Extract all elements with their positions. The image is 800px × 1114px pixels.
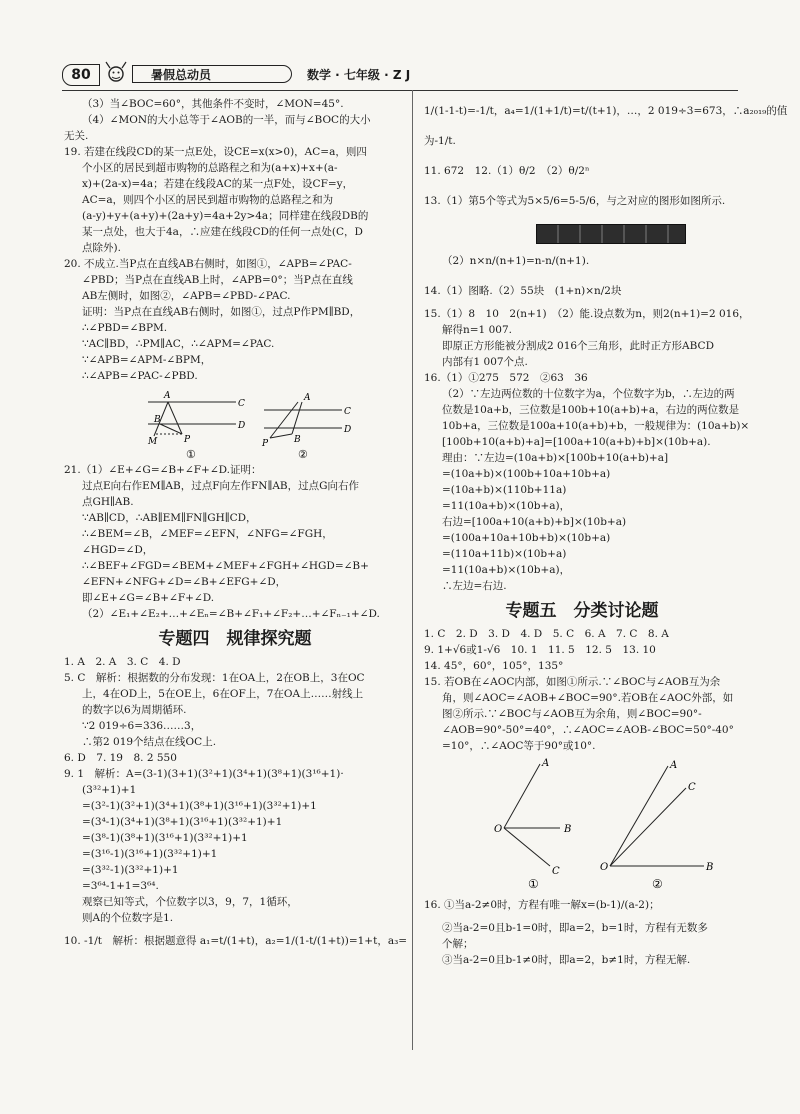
text-line: =11(10a+b)×(10b+a)，: [442, 564, 571, 576]
text-line: 角，则∠AOC=∠AOB+∠BOC=90°.若OB在∠AOC外部，如: [442, 692, 734, 704]
text-line: ∵AB∥CD，∴AB∥EM∥FN∥GH∥CD，: [82, 512, 257, 524]
text-line: x)+(2a-x)=4a；若建在线段AC的某一点F处，设CF=y，: [82, 178, 354, 190]
figure-1-caption: ①: [186, 448, 196, 461]
figure-15-2-caption: ②: [652, 877, 663, 891]
label-D: D: [344, 425, 352, 435]
figure-q15: [424, 754, 740, 890]
right-column: [424, 96, 788, 968]
text-line: （2）n×n/(n+1)=n-n/(n+1).: [442, 255, 590, 267]
text-line: 无关.: [64, 130, 89, 142]
text-line: (3³²+1)+1: [82, 784, 137, 796]
text-line: ∠PBD；当P点在直线AB上时，∠APB=0°；当P点在直线: [82, 274, 353, 286]
text-line: 6. D 7. 19 8. 2 550: [64, 752, 177, 764]
text-line: ∵AC∥BD，∴PM∥AC，∴∠APM=∠PAC.: [82, 338, 275, 350]
figure-q20: [64, 384, 406, 462]
text-line: =(10a+b)×(110b+11a): [442, 484, 567, 496]
text-line: 10b+a，三位数是100a+10(a+b)+b，一般规律为：(10a+b)×: [442, 420, 750, 432]
text-line: 解得n=1 007.: [442, 324, 512, 336]
page-header: [62, 64, 442, 86]
text-line: =(3³²-1)(3³²+1)+1: [82, 864, 179, 876]
label-B: B: [154, 415, 161, 425]
text-line: 13.（1）第5个等式为5×5/6=5-5/6，与之对应的图形如图所示.: [424, 195, 726, 207]
text-line: 16.（1）①275 572 ②63 36: [424, 372, 588, 384]
section-5-title: 专题五 分类讨论题: [505, 601, 659, 621]
label-O: O: [600, 862, 609, 873]
text-line: ∴第2 019个结点在线OC上.: [82, 736, 217, 748]
text-line: 过点E向右作EM∥AB，过点F向左作FN∥AB，过点G向右作: [82, 480, 360, 492]
figure-1: [147, 391, 245, 461]
text-line: 10. -1/t 解析：根据题意得 a₁=t/(1+t)，a₂=1/(1-t/(1+t))=1+t，a₃=: [64, 935, 408, 947]
text-line: 上，4在OD上，5在OE上，6在OF上，7在OA上……射线上: [82, 688, 364, 700]
text-line: 即∠E+∠G=∠B+∠F+∠D.: [82, 592, 215, 604]
column-divider: [412, 90, 413, 1050]
section-4-title: 专题四 规律探究题: [158, 629, 312, 649]
text-line: （2）∠E₁+∠E₂+…+∠Eₙ=∠B+∠F₁+∠F₂+…+∠Fₙ₋₁+∠D.: [82, 608, 380, 620]
text-line: 理由：∵左边=(10a+b)×[100b+10(a+b)+a]: [442, 452, 669, 464]
figure-15-1-caption: ①: [528, 877, 539, 891]
mascot-icon: [102, 60, 130, 86]
figure-2: [261, 393, 351, 461]
label-C: C: [552, 866, 560, 877]
text-line: 个解；: [442, 938, 474, 950]
label-A: A: [304, 393, 311, 403]
text-line: ∴∠APB=∠PAC-∠PBD.: [82, 370, 198, 382]
text-line: ∴∠BEM=∠B，∠MEF=∠EFN，∠NFG=∠FGH，: [82, 528, 333, 540]
text-line: 证明：当P点在直线AB右侧时，如图①，过点P作PM∥BD，: [82, 306, 361, 318]
label-M: M: [148, 437, 158, 447]
text-line: 某一点处，也大于4a，∴应建在线段CD的任何一点处(C，D: [82, 226, 363, 238]
text-line: （2）∵左边两位数的十位数字为a，个位数字为b，∴左边的两: [442, 388, 735, 400]
text-line: =11(10a+b)×(10b+a)，: [442, 500, 571, 512]
text-line: 15. 若OB在∠AOC内部，如图①所示.∵∠BOC与∠AOB互为余: [424, 676, 721, 688]
text-line: =(10a+b)×(100b+10a+10b+a): [442, 468, 611, 480]
figure-2-caption: ②: [298, 448, 308, 461]
text-line: 1/(1-1-t)=-1/t，a₄=1/(1+1/t)=t/(t+1)，…，2 019÷3=673，∴a₂₀₁₉的值: [424, 105, 788, 117]
text-line: [100b+10(a+b)+a]=[100a+10(a+b)+b]×(10b+a).: [442, 436, 711, 448]
text-line: =10°，∴∠AOC等于90°或10°.: [442, 740, 596, 752]
text-line: 即原正方形能被分割成2 016个三角形，此时正方形ABCD: [442, 340, 715, 352]
text-line: ∵∠APB=∠APM-∠BPM，: [82, 354, 212, 366]
text-line: =(3²-1)(3²+1)(3⁴+1)(3⁸+1)(3¹⁶+1)(3³²+1)+1: [82, 800, 317, 812]
text-line: 1. A 2. A 3. C 4. D: [64, 656, 181, 668]
label-B: B: [564, 824, 572, 835]
page-number: 80: [62, 64, 100, 86]
label-A: A: [164, 391, 171, 401]
text-line: 为-1/t.: [424, 135, 456, 147]
text-line: 图②所示.∵∠BOC与∠AOB互为余角，则∠BOC=90°-: [442, 708, 702, 720]
text-line: =(3⁴-1)(3⁴+1)(3⁸+1)(3¹⁶+1)(3³²+1)+1: [82, 816, 283, 828]
header-rule: [62, 90, 738, 91]
text-line: 点除外).: [82, 242, 121, 254]
label-C: C: [344, 407, 351, 417]
brand-title: 暑假总动员: [132, 65, 292, 83]
text-line: =(3¹⁶-1)(3¹⁶+1)(3³²+1)+1: [82, 848, 218, 860]
text-line: 位数是10a+b，三位数是100b+10(a+b)+a，右边的两位数是: [442, 404, 740, 416]
text-line: 20. 不成立.当P点在直线AB右侧时，如图①，∠APB=∠PAC-: [64, 258, 352, 270]
text-line: 15.（1）8 10 2(n+1) （2）能.设点数为n，则2(n+1)=2 016，: [424, 308, 750, 320]
label-O: O: [494, 824, 503, 835]
text-line: ∴∠PBD=∠BPM.: [82, 322, 168, 334]
text-line: ∠HGD=∠D，: [82, 544, 154, 556]
text-line: ∴∠BEF+∠FGD=∠BEM+∠MEF+∠FGH+∠HGD=∠B+: [82, 560, 369, 572]
text-line: 个小区的居民到超市购物的总路程之和为(a+x)+x+(a-: [82, 162, 338, 174]
text-line: =(100a+10a+10b+b)×(10b+a): [442, 532, 611, 544]
left-column: [64, 96, 406, 956]
text-line: 19. 若建在线段CD的某一点E处，设CE=x(x>0)，AC=a，则四: [64, 146, 367, 158]
text-line: 5. C 解析：根据数的分布发现：1在OA上，2在OB上，3在OC: [64, 672, 365, 684]
text-line: （4）∠MON的大小总等于∠AOB的一半，而与∠BOC的大小: [82, 114, 371, 126]
text-line: 9. 1+√6或1-√6 10. 1 11. 5 12. 5 13. 10: [424, 644, 656, 656]
text-line: ∵2 019÷6=336……3，: [82, 720, 202, 732]
stripe-figure: [424, 216, 740, 246]
figure-15-2: [600, 760, 713, 891]
label-D: D: [238, 421, 246, 431]
label-B: B: [706, 862, 714, 873]
text-line: 9. 1 解析：A=(3-1)(3+1)(3²+1)(3⁴+1)(3⁸+1)(3¹⁶+1)·: [64, 768, 344, 780]
text-line: （3）当∠BOC=60°，其他条件不变时，∠MON=45°.: [82, 98, 344, 110]
text-line: =3⁶⁴-1+1=3⁶⁴.: [82, 880, 159, 892]
text-line: =(3⁸-1)(3⁸+1)(3¹⁶+1)(3³²+1)+1: [82, 832, 248, 844]
text-line: ∴左边=右边.: [442, 580, 507, 592]
text-line: 则A的个位数字是1.: [82, 912, 174, 924]
label-A: A: [542, 758, 550, 769]
text-line: 16. ①当a-2≠0时，方程有唯一解x=(b-1)/(a-2)；: [424, 899, 660, 911]
text-line: 14. 45°，60°，105°，135°: [424, 660, 564, 672]
text-line: AB左侧时，如图②，∠APB=∠PBD-∠PAC.: [82, 290, 291, 302]
text-line: AC=a，则四个小区的居民到超市购物的总路程之和为: [82, 194, 334, 206]
label-P: P: [262, 439, 269, 449]
stripe-pattern: [536, 224, 686, 244]
label-C: C: [238, 399, 245, 409]
label-A: A: [670, 760, 678, 771]
text-line: ∠EFN+∠NFG+∠D=∠B+∠EFG+∠D，: [82, 576, 287, 588]
text-line: =(110a+11b)×(10b+a): [442, 548, 567, 560]
text-line: 的数字以6为周期循环.: [82, 704, 187, 716]
subject-label: 数学 · 七年级 · Z J: [307, 68, 411, 82]
text-line: ③当a-2=0且b-1≠0时，即a=2，b≠1时，方程无解.: [442, 954, 691, 966]
text-line: 1. C 2. D 3. D 4. D 5. C 6. A 7. C 8. A: [424, 628, 669, 640]
text-line: 点GH∥AB.: [82, 496, 134, 508]
text-line: 14.（1）图略.（2）55块 (1+n)×n/2块: [424, 285, 622, 297]
text-line: 11. 672 12.（1）θ/2 （2）θ/2ⁿ: [424, 165, 590, 177]
label-B: B: [294, 435, 301, 445]
text-line: ②当a-2=0且b-1=0时，即a=2，b=1时，方程有无数多: [442, 922, 708, 934]
text-line: (a-y)+y+(a+y)+(2a+y)=4a+2y>4a；同样建在线段DB的: [82, 210, 369, 222]
text-line: 内部有1 007个点.: [442, 356, 528, 368]
figure-15-1: [494, 758, 571, 891]
text-line: 21.（1）∠E+∠G=∠B+∠F+∠D.证明：: [64, 464, 262, 476]
label-P: P: [184, 435, 191, 445]
label-C: C: [688, 782, 696, 793]
text-line: 右边=[100a+10(a+b)+b]×(10b+a): [442, 516, 627, 528]
text-line: ∠AOB=90°-50°=40°，∴∠AOC=∠AOB-∠BOC=50°-40°: [442, 724, 734, 736]
text-line: 观察已知等式，个位数字以3，9，7，1循环，: [82, 896, 298, 908]
